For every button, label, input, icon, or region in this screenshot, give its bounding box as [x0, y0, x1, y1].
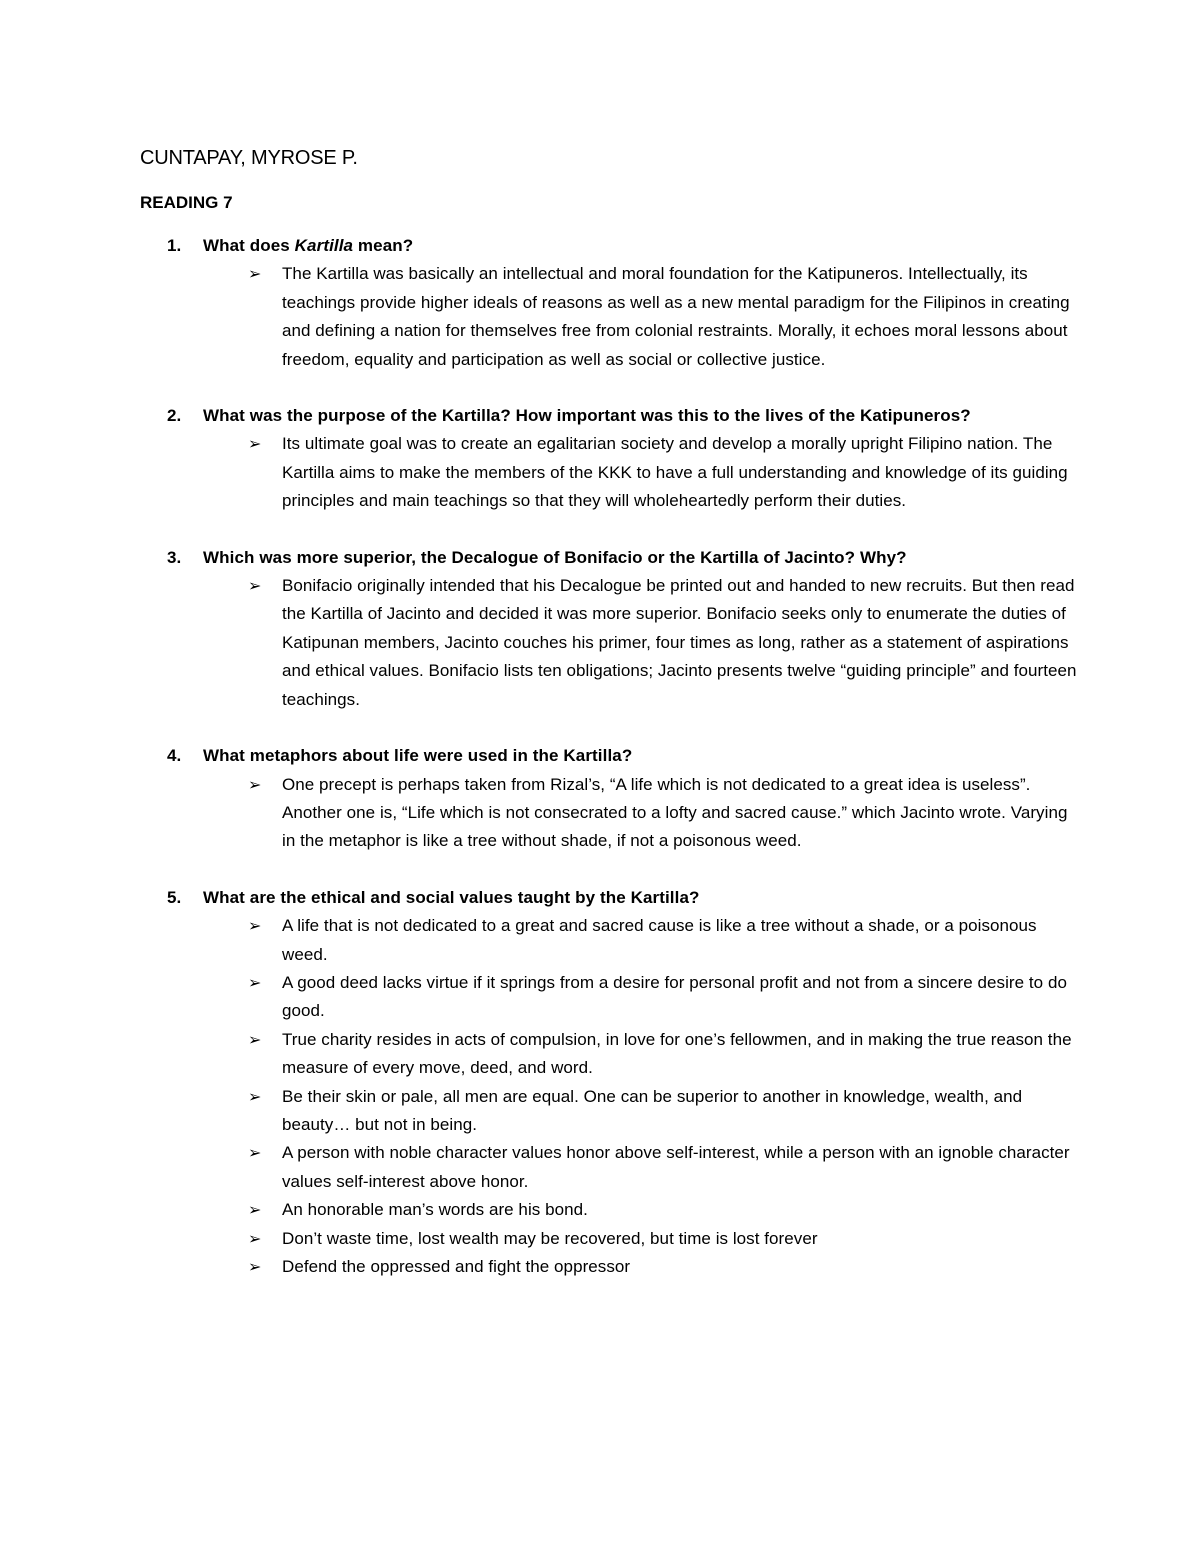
arrow-bullet-icon: ➢	[248, 972, 262, 992]
arrow-bullet-icon: ➢	[248, 1200, 262, 1220]
answer-text: Bonifacio originally intended that his Decalogue be printed out and handed to new recruits. But then read the Kartilla of Jacinto and decided it was more superior. Bonifacio seeks only to enumerate the duties of Katipunan members, Jacinto couches his primer, four times as long, rather as a statement of aspirations and ethical values. Bonifacio lists ten obligations; Jacinto presents twelve “guiding principle” and fourteen teachings.	[282, 576, 1077, 709]
answer-item	[140, 1196, 1080, 1224]
arrow-bullet-icon: ➢	[248, 434, 262, 454]
question-text: What are the ethical and social values taught by the Kartilla?	[203, 887, 700, 907]
answer-item	[140, 430, 1080, 515]
question-item	[140, 402, 1080, 516]
question-number: 2.	[167, 406, 182, 426]
question-item	[140, 742, 1080, 856]
answer-item	[140, 260, 1080, 374]
question-text: What was the purpose of the Kartilla? How important was this to the lives of the Katipuneros?	[203, 406, 971, 426]
answer-text: A person with noble character values honor above self-interest, while a person with an ignoble character values self-interest above honor.	[282, 1143, 1070, 1191]
question-list	[140, 232, 1080, 1309]
arrow-bullet-icon: ➢	[248, 1029, 262, 1049]
question-item	[140, 884, 1080, 1282]
answer-item	[140, 572, 1080, 714]
answer-item	[140, 1139, 1080, 1196]
question-heading	[140, 742, 1080, 770]
question-number: 4.	[167, 746, 182, 766]
question-text-part: mean?	[353, 236, 414, 255]
question-heading	[140, 402, 1080, 430]
answer-text: One precept is perhaps taken from Rizal’s, “A life which is not dedicated to a great idea is useless”. Another one is, “Life which is not consecrated to a lofty and sacred cause.” which Jacinto wrote. Varying in the metaphor is like a tree without shade, if not a poisonous weed.	[282, 774, 1068, 851]
arrow-bullet-icon: ➢	[248, 1257, 262, 1276]
answer-text: Be their skin or pale, all men are equal. One can be superior to another in knowledge, wealth, and beauty… but not in being.	[282, 1086, 1023, 1134]
answer-list	[140, 430, 1080, 515]
answer-text: The Kartilla was basically an intellectual and moral foundation for the Katipuneros. Intellectually, its teachings provide higher ideals of reasons as well as a new mental paradigm for the Filipinos in creating and defining a nation for themselves free from colonial restraints. Morally, it echoes moral lessons about freedom, equality and participation as well as social or collective justice.	[282, 264, 1070, 369]
question-heading	[140, 232, 1080, 260]
question-number: 1.	[167, 236, 182, 255]
question-number: 3.	[167, 547, 182, 567]
answer-item	[140, 912, 1080, 969]
arrow-bullet-icon: ➢	[248, 916, 262, 936]
arrow-bullet-icon: ➢	[248, 1086, 262, 1106]
answer-text: An honorable man’s words are his bond.	[282, 1200, 588, 1220]
question-text	[203, 236, 413, 255]
answer-item	[140, 1083, 1080, 1140]
question-item	[140, 232, 1080, 374]
question-text: What metaphors about life were used in the Kartilla?	[203, 746, 633, 766]
question-item	[140, 544, 1080, 714]
arrow-bullet-icon: ➢	[248, 576, 262, 596]
answer-text: A life that is not dedicated to a great and sacred cause is like a tree without a shade, or a poisonous weed.	[282, 916, 1037, 964]
answer-text: Defend the oppressed and fight the oppressor	[282, 1257, 631, 1276]
student-name: CUNTAPAY, MYROSE P.	[140, 147, 358, 169]
answer-item	[140, 1026, 1080, 1083]
answer-text: True charity resides in acts of compulsion, in love for one’s fellowmen, and in making the true reason the measure of every move, deed, and word.	[282, 1029, 1072, 1078]
arrow-bullet-icon: ➢	[248, 1228, 262, 1248]
question-text-part: What does	[203, 236, 295, 255]
question-number: 5.	[167, 887, 182, 907]
arrow-bullet-icon: ➢	[248, 1143, 262, 1163]
answer-item	[140, 969, 1080, 1026]
answer-item	[140, 1253, 1080, 1281]
answer-list	[140, 912, 1080, 1281]
question-heading	[140, 544, 1080, 572]
answer-item	[140, 1225, 1080, 1253]
arrow-bullet-icon: ➢	[248, 774, 262, 794]
reading-title: READING 7	[140, 193, 233, 212]
arrow-bullet-icon: ➢	[248, 264, 262, 284]
answer-text: Its ultimate goal was to create an egalitarian society and develop a morally upright Filipino nation. The Kartilla aims to make the members of the KKK to have a full understanding and knowledge of its guiding principles and main teachings so that they will wholeheartedly perform their duties.	[282, 434, 1068, 511]
answer-text: Don’t waste time, lost wealth may be recovered, but time is lost forever	[282, 1228, 818, 1248]
question-text-italic: Kartilla	[294, 236, 354, 255]
question-heading	[140, 884, 1080, 912]
answer-text: A good deed lacks virtue if it springs from a desire for personal profit and not from a sincere desire to do good.	[282, 972, 1067, 1021]
answer-list	[140, 260, 1080, 374]
answer-list	[140, 771, 1080, 856]
answer-list	[140, 572, 1080, 714]
answer-item	[140, 771, 1080, 856]
question-text: Which was more superior, the Decalogue of Bonifacio or the Kartilla of Jacinto? Why?	[203, 547, 907, 567]
